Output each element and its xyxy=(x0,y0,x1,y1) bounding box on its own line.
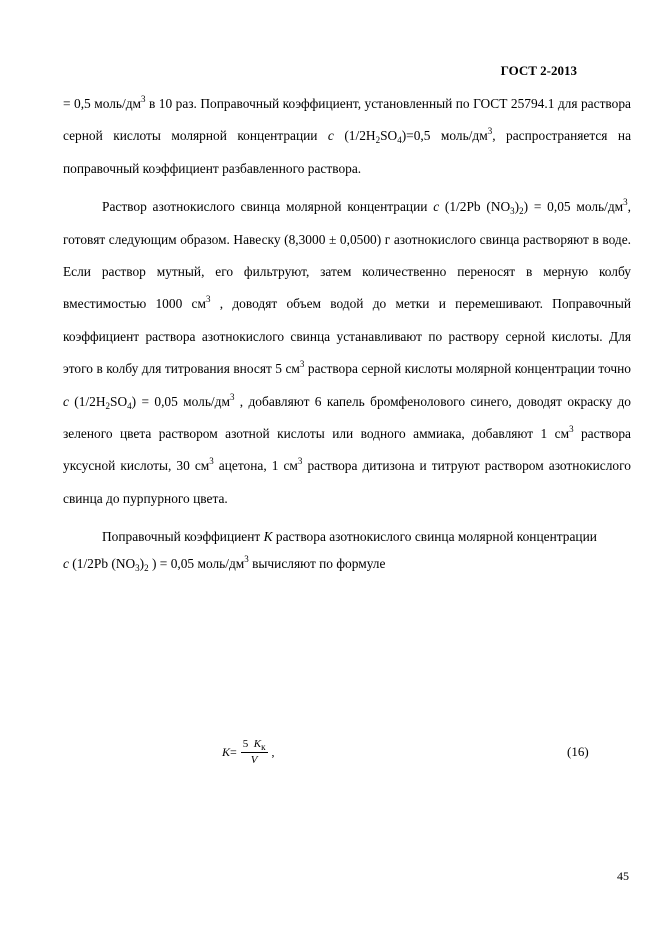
p2-sup: 3 xyxy=(229,391,235,402)
p4-sub: 2 xyxy=(144,562,149,573)
page-number: 45 xyxy=(617,869,629,883)
p4-text: ) = 0,05 моль/дм xyxy=(148,555,245,571)
paragraph-1 xyxy=(63,88,631,185)
p2-sub: 2 xyxy=(519,206,524,217)
p4-sub: 3 xyxy=(135,562,140,573)
p1-text: (1/2H xyxy=(333,128,376,144)
p2-sup: 3 xyxy=(623,197,628,208)
p2-sub: 4 xyxy=(127,400,132,411)
p3-text: раствора азотнокислого свинца молярной концентрации xyxy=(272,529,597,545)
formula-num-sub: к xyxy=(261,742,266,752)
p1-text: , распространяется на поправочный коэффициент разбавленного раствора. xyxy=(63,128,632,176)
p2-text: ацетона, 1 см xyxy=(213,458,298,474)
p2-sup: 3 xyxy=(205,294,211,305)
formula-coef: 5 xyxy=(242,738,249,750)
p2-text: , доводят объем водой до метки и перемешивают. Поправочный коэффициент раствора азотнокислого свинца устанавливают по раствору серной кислоты. Для этого в колбу для титрования вносят 5 см xyxy=(63,296,631,377)
p2-text: , добавляют 6 капель бромфенолового синего, доводят окраску до зеленого цвета раствором азотной кислоты или водного аммиака, добавляют 1 см xyxy=(63,393,631,442)
p4-sup: 3 xyxy=(244,553,249,564)
p1-var-c: c xyxy=(327,128,334,144)
p4-text: (1/2Pb (NO xyxy=(68,555,136,571)
p1-sub: 4 xyxy=(397,135,402,146)
p2-sub: 2 xyxy=(105,400,111,411)
p1-sup: 3 xyxy=(141,94,146,104)
p1-text: )=0,5 моль/дм xyxy=(401,128,488,144)
p2-text: (1/2Pb (NO xyxy=(439,199,511,215)
formula-fraction xyxy=(241,738,268,767)
p2-var-c: c xyxy=(433,199,440,215)
equation-number: (16) xyxy=(567,744,589,759)
p2-text: раствора серной кислоты молярной концентрации точно xyxy=(304,361,631,377)
formula-numerator xyxy=(241,738,268,753)
p2-text: , готовят следующим образом. Навеску (8,3000 ± 0,0500) г азотнокислого свинца растворяют в воде. Если раствор мутный, его фильтруют, затем количественно переносят в мерную колбу вместимостью 1000 см xyxy=(63,199,631,312)
formula-lhs: K xyxy=(222,745,231,759)
formula-num-var: K xyxy=(253,738,262,750)
body-text xyxy=(63,88,631,580)
formula-equals: = xyxy=(230,745,237,759)
p2-sup: 3 xyxy=(569,424,574,435)
p2-sub: 3 xyxy=(510,206,515,217)
paragraph-2 xyxy=(63,191,631,515)
p2-text: (1/2H xyxy=(68,393,106,409)
p3-text: Поправочный коэффициент xyxy=(102,529,264,545)
p1-text: SO xyxy=(380,128,398,144)
p2-text: ) = 0,05 моль/дм xyxy=(523,199,624,215)
p2-sup: 3 xyxy=(297,456,303,467)
formula-comma: , xyxy=(271,745,275,759)
p2-text: раствора уксусной кислоты, 30 см xyxy=(63,426,631,474)
p2-text: раствора дитизона и титруют раствором азотнокислого свинца до пурпурного цвета. xyxy=(63,458,631,506)
p2-sup: 3 xyxy=(209,456,214,467)
p1-text: в 10 раз. Поправочный коэффициент, установленный по ГОСТ 25794.1 для раствора серной кислоты молярной концентрации xyxy=(63,96,631,144)
formula-16 xyxy=(222,738,275,767)
p1-sub: 2 xyxy=(375,135,381,146)
p2-text: SO xyxy=(110,393,128,409)
p2-text: ) xyxy=(514,199,520,215)
p1-sup: 3 xyxy=(487,126,493,137)
p2-text: Раствор азотнокислого свинца молярной концентрации xyxy=(102,199,434,215)
p3-var-k: K xyxy=(263,529,273,545)
p2-var-c: c xyxy=(63,393,69,409)
p4-var-c: c xyxy=(63,555,69,571)
formula-denominator: V xyxy=(250,754,258,766)
p4-text: вычисляют по формуле xyxy=(248,555,386,571)
p4-text: ) xyxy=(139,555,145,571)
p2-text: ) = 0,05 моль/дм xyxy=(131,393,230,409)
p2-sup: 3 xyxy=(299,359,305,370)
document-code: ГОСТ 2-2013 xyxy=(500,63,577,78)
p1-text: = 0,5 моль/дм xyxy=(63,96,142,111)
